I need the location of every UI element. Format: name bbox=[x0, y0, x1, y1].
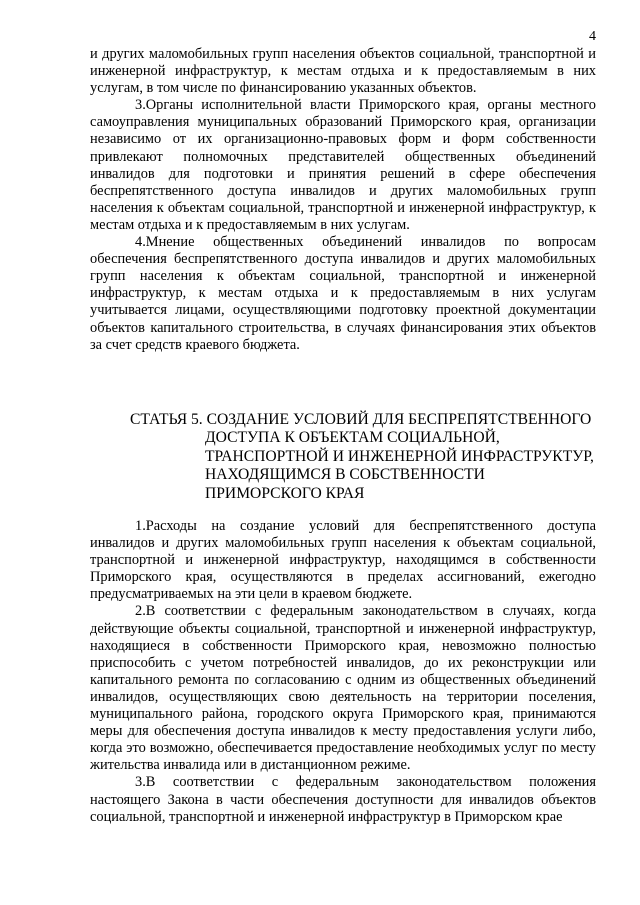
article-paragraph-2: 2.В соответствии с федеральным законодательством в случаях, когда действующие объекты социальной, транспортной и инженерной инфраструктур, находящиеся в собственности Приморского края, невозможно полностью приспособить с учетом потребностей инвалидов, до их реконструкции или капитального ремонта по согласованию с одним из общественных объединений инвалидов, осуществляющих свою деятельность на территории поселения, муниципального района, городского округа Приморского края, принимаются меры для обеспечения доступа инвалидов к месту предоставления услуги либо, когда это возможно, обеспечивается предоставление необходимых услуг по месту жительства инвалида или в дистанционном режиме. bbox=[90, 603, 596, 774]
body-text-lower bbox=[90, 518, 596, 826]
paragraph-4: 4.Мнение общественных объединений инвалидов по вопросам обеспечения беспрепятственного доступа инвалидов и других маломобильных групп населения к объектам социальной, транспортной и инженерной инфраструктур, к местам отдыха и к предоставляемым в них услугам учитывается лицами, осуществляющими подготовку проектной документации объектов капитального строительства, в случаях финансирования этих объектов за счет средств краевого бюджета. bbox=[90, 234, 596, 353]
article-heading-line-3: ТРАНСПОРТНОЙ И ИНЖЕНЕРНОЙ ИНФРАСТРУКТУР, bbox=[205, 447, 594, 465]
page-number: 4 bbox=[589, 29, 596, 44]
article-heading-line-2: ДОСТУПА К ОБЪЕКТАМ СОЦИАЛЬНОЙ, bbox=[205, 429, 500, 447]
article-heading bbox=[130, 411, 600, 503]
article-paragraph-3: 3.В соответствии с федеральным законодательством положения настоящего Закона в части обеспечения доступности для инвалидов объектов социальной, транспортной и инженерной инфраструктур в Приморском крае bbox=[90, 774, 596, 825]
article-heading-line-1: СТАТЬЯ 5. СОЗДАНИЕ УСЛОВИЙ ДЛЯ БЕСПРЕПЯТСТВЕННОГО bbox=[130, 411, 592, 428]
article-heading-line-5: ПРИМОРСКОГО КРАЯ bbox=[205, 484, 365, 502]
article-heading-line-4: НАХОДЯЩИМСЯ В СОБСТВЕННОСТИ bbox=[205, 466, 485, 484]
article-paragraph-1: 1.Расходы на создание условий для беспрепятственного доступа инвалидов и других маломобильных групп населения к объектам социальной, транспортной и инженерной инфраструктур, находящимся в собственности Приморского края, осуществляются в пределах ассигнований, ежегодно предусматриваемых на эти цели в краевом бюджете. bbox=[90, 518, 596, 603]
body-text-upper bbox=[90, 46, 596, 354]
paragraph-3: 3.Органы исполнительной власти Приморского края, органы местного самоуправления муниципальных образований Приморского края, организации независимо от их организационно-правовых форм и форм собственности привлекают полномочных представителей общественных объединений инвалидов для подготовки и принятия решений в сфере обеспечения беспрепятственного доступа инвалидов и других маломобильных групп населения к объектам социальной, транспортной и инженерной инфраструктур, к местам отдыха и к предоставляемым в них услугам. bbox=[90, 97, 596, 233]
intro-paragraph: и других маломобильных групп населения объектов социальной, транспортной и инженерной инфраструктур, к местам отдыха и к предоставляемым в них услугам, в том числе по финансированию указанных объектов. bbox=[90, 46, 596, 97]
